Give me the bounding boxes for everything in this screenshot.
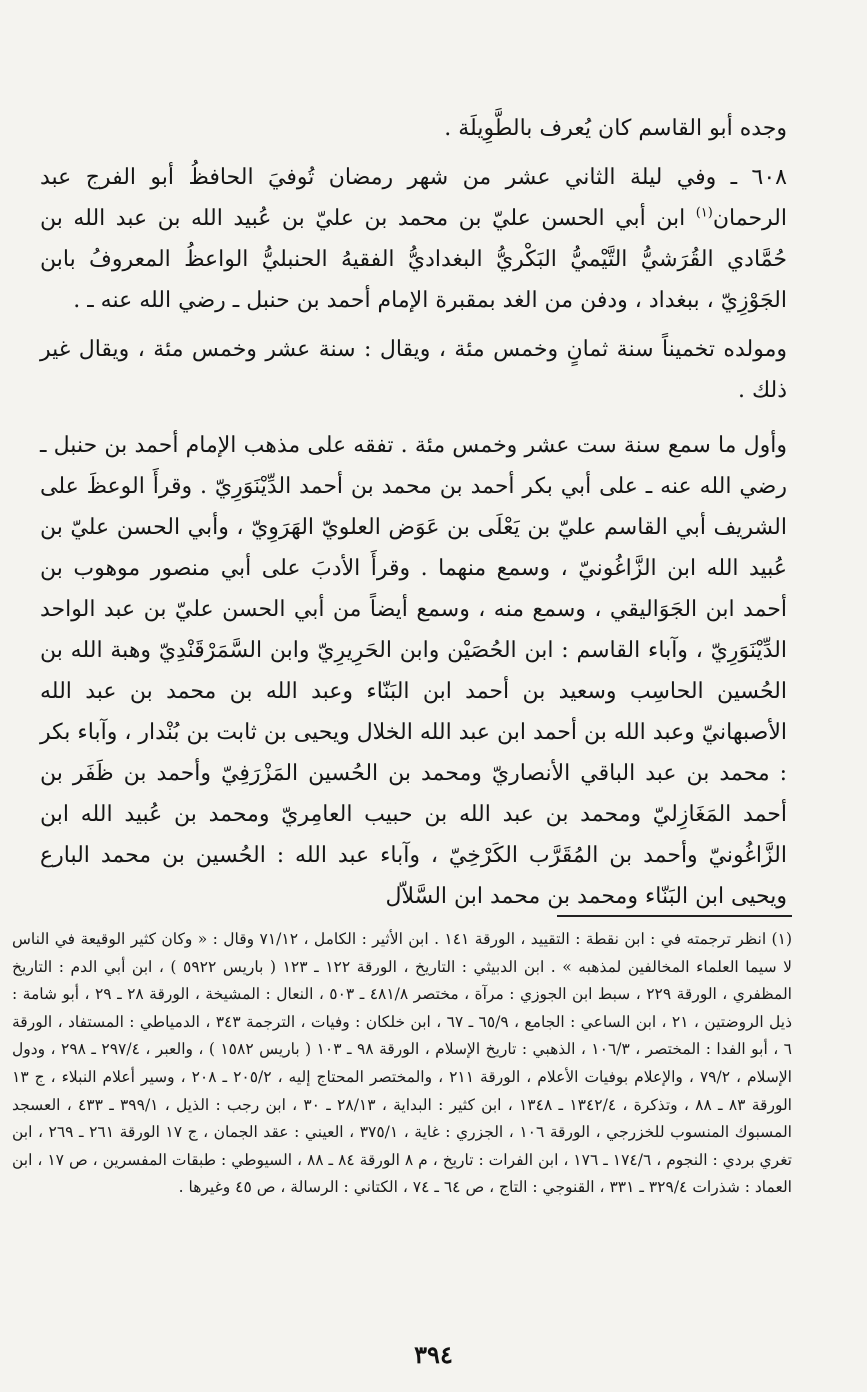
paragraph-2-entry-608: [40, 157, 787, 321]
entry-608-body: ابن أبي الحسن عليّ بن محمد بن عليّ بن عُبيد الله بن عبد الله بن حُمَّادي القُرَشيُّ التَّيْميُّ البَكْريُّ البغداديُّ الفقيهُ الحنبليُّ الواعظُ المعروفُ بابن الجَوْزِيّ ، ببغداد ، ودفن من الغد بمقبرة الإمام أحمد بن حنبل ـ رضي الله عنه ـ .: [40, 206, 787, 313]
footnotes: [12, 926, 792, 1202]
footnote-reference: (١): [695, 205, 713, 221]
paragraph-4-teachers: وأول ما سمع سنة ست عشر وخمس مئة . تفقه على مذهب الإمام أحمد بن حنبل ـ رضي الله عنه ـ على أبي بكر أحمد بن محمد بن أحمد الدِّيْنَوَرِيّ . وقرأَ الوعظَ على الشريف أبي القاسم عليّ بن يَعْلَى بن عَوَض العلويّ الهَرَوِيّ ، وأبي الحسن عليّ بن عُبيد الله ابن الزَّاغُونيّ ، وسمع منهما . وقرأَ الأدبَ على أبي منصور موهوب بن أحمد ابن الجَوَاليقي ، وسمع منه ، وسمع أيضاً من أبي الحسن عليّ بن عبد الواحد الدِّيْنَوَرِيّ ، وآباء القاسم : ابن الحُصَيْن وابن الحَرِيرِيّ وابن السَّمَرْقَنْدِيّ وهبة الله بن الحُسين الحاسِب وسعيد بن أحمد ابن البَنّاء وعبد الله بن محمد بن عبد الله الأصبهانيّ وعبد الله بن أحمد ابن عبد الله الخلال ويحيى بن ثابت بن بُنْدار ، وآباء بكر : محمد بن عبد الباقي الأنصاريّ ومحمد بن الحُسين المَزْرَفِيّ وأحمد بن ظَفَر بن أحمد المَغَازِليّ ومحمد بن عبد الله بن حبيب العامِريّ ومحمد بن عُبيد الله ابن الزَّاغُونيّ وأحمد بن المُقَرَّب الكَرْخِيّ ، وآباء عبد الله : الحُسين بن محمد البارع ويحيى ابن البَنّاء ومحمد بن محمد ابن السَّلاّل: [40, 433, 787, 909]
footnote-1: (١) انظر ترجمته في : ابن نقطة : التقييد ، الورقة ١٤١ . ابن الأثير : الكامل ، ٧١/١٢ وقال : « وكان كثير الوقيعة في الناس لا سيما العلماء المخالفين لمذهبه » . ابن الدبيثي : التاريخ ، الورقة ١٢٢ ـ ١٢٣ ( باريس ٥٩٢٢ ) ، ابن أبي الدم : التاريخ المظفري ، الورقة ٢٢٩ ، سبط ابن الجوزي : مرآة ، مختصر ٤٨١/٨ ـ ٥٠٣ ، النعال : المشيخة ، الورقة ٢٨ ـ ٢٩ ، أبو شامة : ذيل الروضتين ، ٢١ ، ابن الساعي : الجامع ، ٦٥/٩ ـ ٦٧ ، ابن خلكان : وفيات ، الترجمة ٣٤٣ ، الدمياطي : المستفاد ، الورقة ٦ ، أبو الفدا : المختصر ، ١٠٦/٣ ، الذهبي : تاريخ الإسلام ، الورقة ٩٨ ـ ١٠٣ ( باريس ١٥٨٢ ) ، والعبر ، ٢٩٧/٤ ـ ٢٩٨ ، ودول الإسلام ، ٧٩/٢ ، والإعلام بوفيات الأعلام ، الورقة ٢١١ ، والمختصر المحتاج إليه ، ٢٠٥/٢ ـ ٢٠٨ ، وسير أعلام النبلاء ، ج ١٣ الورقة ٨٣ ـ ٨٨ ، وتذكرة ، ١٣٤٢/٤ ـ ١٣٤٨ ، ابن كثير : البداية ، ٢٨/١٣ ـ ٣٠ ، ابن رجب : الذيل ، ٣٩٩/١ ـ ٤٣٣ ، العسجد المسبوك المنسوب للخزرجي ، الورقة ١٠٦ ، الجزري : غاية ، ٣٧٥/١ ، العيني : عقد الجمان ، ج ١٧ الورقة ٢٦١ ـ ٢٦٩ ، ابن تغري بردي : النجوم ، ١٧٤/٦ ـ ١٧٦ ، ابن الفرات : تاريخ ، م ٨ الورقة ٨٤ ـ ٨٨ ، السيوطي : طبقات المفسرين ، ص ١٧ ، ابن العماد : شذرات ٣٢٩/٤ ـ ٣٣١ ، القنوجي : التاج ، ص ٦٤ ـ ٧٤ ، الكتاني : الرسالة ، ص ٤٥ وغيرها .: [12, 930, 792, 1197]
footnote-divider: [557, 915, 792, 917]
entry-608-heading: ٦٠٨ ـ وفي ليلة الثاني عشر من شهر رمضان تُوفيَ الحافظُ أبو الفرج عبد الرحمان: [40, 165, 787, 231]
paragraph-3-birth: ومولده تخميناً سنة ثمانٍ وخمس مئة ، ويقال : سنة عشر وخمس مئة ، ويقال غير ذلك .: [40, 337, 787, 403]
main-text: [40, 108, 787, 917]
paragraph-1: وجده أبو القاسم كان يُعرف بالطَّوِيلَة .: [444, 116, 787, 141]
page-number: ٣٩٤: [414, 1340, 453, 1369]
